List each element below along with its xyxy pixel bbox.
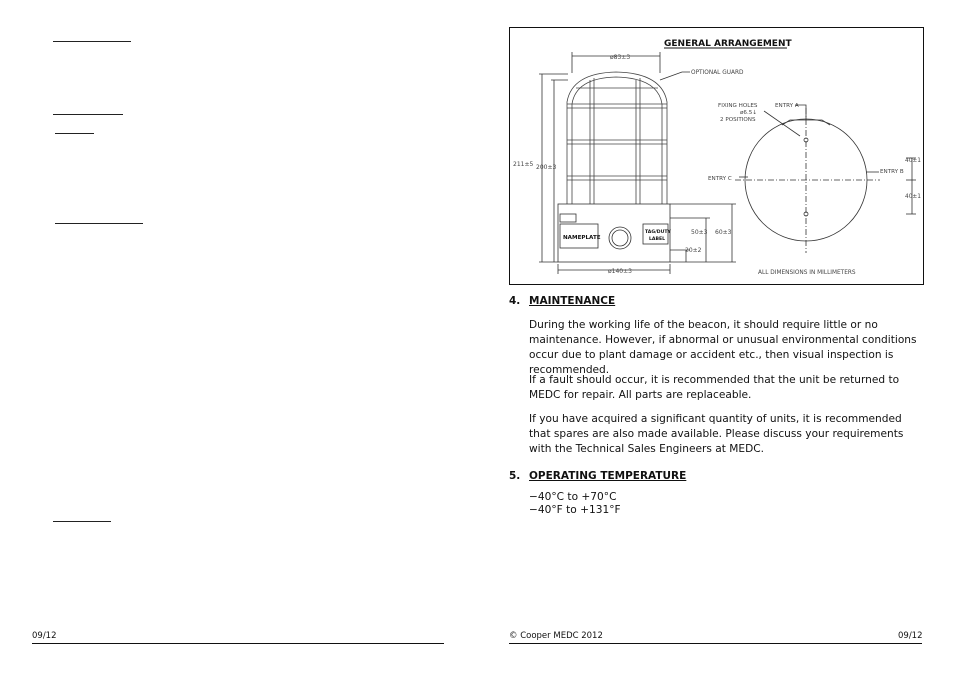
optional-guard-cage [567,72,667,204]
maintenance-paragraph-3: If you have acquired a significant quantity of units, it is recommended that spares are also made available. Please discuss your requirements with the Technical Sales Engineers at MEDC. [529,413,904,455]
dimensions-note: ALL DIMENSIONS IN MILLIMETERS [758,270,856,276]
footer-left-rule [32,643,444,644]
svg-text:OPTIONAL GUARD: OPTIONAL GUARD [691,70,744,76]
maintenance-paragraph-1: During the working life of the beacon, it should require little or no maintenance. However, if abnormal or unusual environmental conditions occur due to plant damage or accident etc., then visual inspection is recommended. [529,319,917,376]
svg-text:ENTRY C: ENTRY C [708,176,732,182]
temperature-celsius: −40°C to +70°C [529,491,617,503]
svg-text:ø140±3: ø140±3 [608,268,632,275]
left-heading-rule-2 [53,114,123,115]
svg-text:ø83±3: ø83±3 [610,54,631,61]
svg-text:60±3: 60±3 [715,229,732,236]
svg-text:211±5: 211±5 [513,161,534,168]
svg-text:50±3: 50±3 [691,229,708,236]
svg-text:40±1: 40±1 [905,194,921,200]
section-title: MAINTENANCE [529,295,616,307]
svg-text:NAMEPLATE: NAMEPLATE [563,235,601,241]
left-heading-rule-1 [53,41,131,42]
section-number: 4. [509,295,521,307]
figure-title: GENERAL ARRANGEMENT [664,39,792,49]
footer-copyright: © Cooper MEDC 2012 [509,631,603,641]
general-arrangement-figure [509,27,924,285]
svg-text:200±3: 200±3 [536,164,557,171]
section-number: 5. [509,470,521,482]
svg-text:ENTRY A: ENTRY A [775,103,799,109]
footer-right-rule [509,643,922,644]
general-arrangement-drawing [510,28,925,286]
svg-text:LABEL: LABEL [649,237,666,242]
svg-text:20±2: 20±2 [685,247,702,254]
svg-text:40±1: 40±1 [905,158,921,164]
maintenance-paragraph-2: If a fault should occur, it is recommended that the unit be returned to MEDC for repair. All parts are replaceable. [529,374,900,401]
svg-text:FIXING HOLES: FIXING HOLES [718,103,758,109]
svg-text:ø6.5↓: ø6.5↓ [740,110,758,116]
temperature-fahrenheit: −40°F to +131°F [529,504,621,516]
left-heading-rule-3 [55,133,94,134]
footer-left-date: 09/12 [32,631,57,641]
left-heading-rule-4 [55,223,143,224]
svg-text:ENTRY B: ENTRY B [880,169,904,175]
svg-text:TAG/DUTY: TAG/DUTY [645,230,671,235]
plan-view-circle [735,108,880,253]
svg-text:2 POSITIONS: 2 POSITIONS [720,117,756,123]
left-heading-rule-5 [53,521,111,522]
section-title: OPERATING TEMPERATURE [529,470,687,482]
footer-right-date: 09/12 [898,631,923,641]
beacon-base [558,204,671,262]
